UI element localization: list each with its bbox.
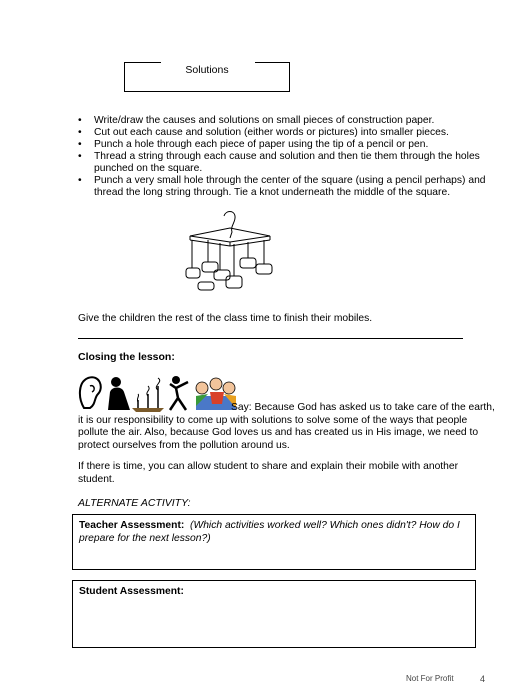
hanging-string [224,212,235,239]
teacher-assessment-box[interactable] [72,514,476,570]
instruction-item: • Thread a string through each cause and solution and then tie them through the holes punched on the square. [78,151,498,175]
instruction-item: • Punch a very small hole through the center of the square (using a pencil perhaps) and thread the long string through. Tie a knot underneath the middle of the square. [78,175,498,199]
say-text: Say: Because God has asked us to take care of the earth, it is our responsibility to come up with solutions to solve some of the ways that people pollute the air. Also, because God loves us and has created us in His image, we need to protect ourselves from the pollution around us. [78,402,495,451]
footer-text: Not For Profit [406,674,454,683]
mobile-square [190,228,270,242]
mobile-piece [226,276,242,288]
mobile-piece [198,282,214,290]
instruction-item: • Cut out each cause and solution (either words or pictures) into smaller pieces. [78,127,498,139]
divider [78,338,463,339]
closing-heading: Closing the lesson: [78,351,175,363]
teacher-assessment-prompt: (Which activities worked well? Which ones didn't? How do I prepare for the next lesson?) [79,520,460,544]
instruction-item: • Punch a hole through each piece of paper using the tip of a pencil or pen. [78,139,498,151]
finish-text: Give the children the rest of the class time to finish their mobiles. [78,313,373,324]
alternate-activity-label: ALTERNATE ACTIVITY: [78,497,191,509]
solutions-label: Solutions [185,64,229,76]
mobile-piece [256,264,272,274]
teacher-assessment-label: Teacher Assessment: [79,520,185,531]
mobile-piece [240,258,256,268]
mobile-piece [186,268,200,278]
mobile-illustration [180,210,290,306]
page-number: 4 [480,674,486,684]
instruction-item: • Write/draw the causes and solutions on small pieces of construction paper. [78,115,498,127]
student-assessment-box[interactable] [72,580,476,648]
student-assessment-label: Student Assessment: [79,586,184,597]
instructions-list [78,115,498,199]
share-text: If there is time, you can allow student to share and explain their mobile with another student. [78,461,459,485]
